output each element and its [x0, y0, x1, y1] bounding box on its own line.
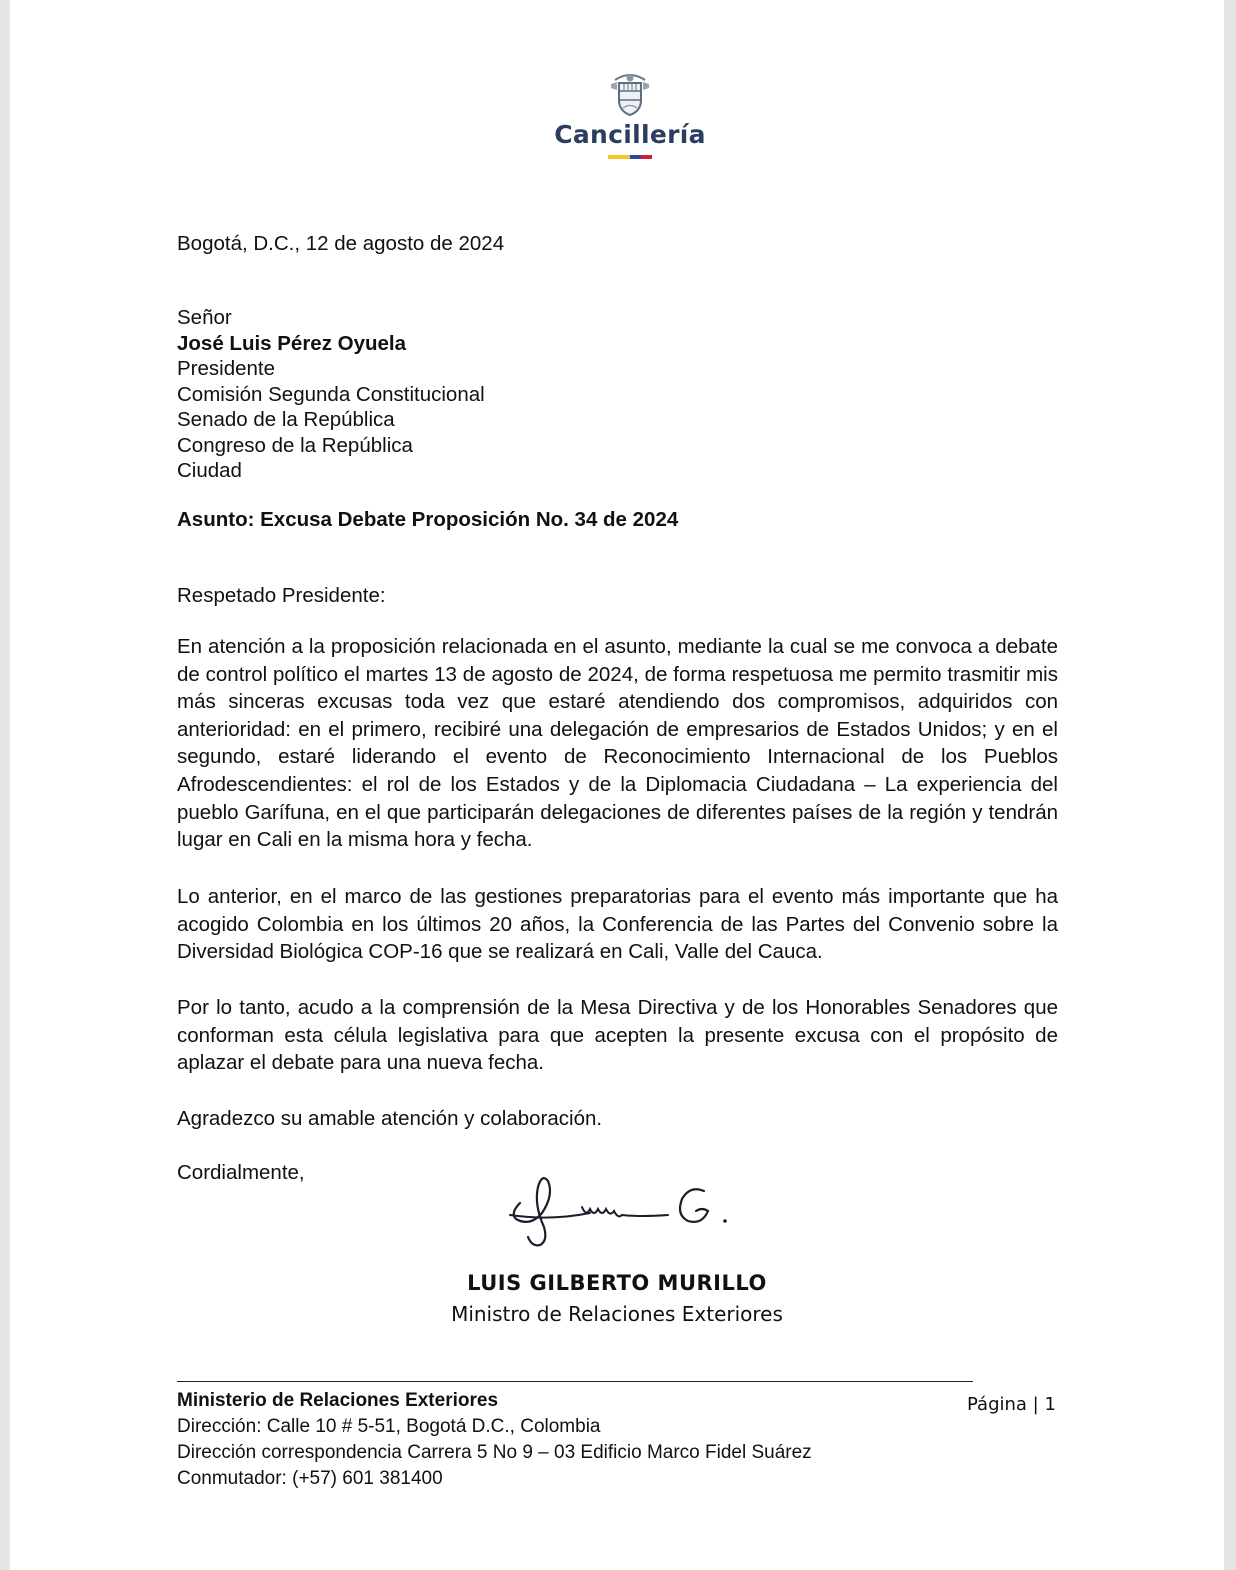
flag-bar [608, 155, 652, 159]
signer-name: LUIS GILBERTO MURILLO [467, 1271, 767, 1295]
footer-block [177, 1388, 812, 1492]
body-paragraph-3: Por lo tanto, acudo a la comprensión de la Mesa Directiva y de los Honorables Senadores que conforman esta célula legislativa para que acepten la presente excusa con el propósito de aplazar el debate para una nueva fecha. [177, 996, 1058, 1075]
recipient-role: Presidente [177, 357, 276, 380]
footer-divider [177, 1381, 973, 1382]
signature [490, 1165, 750, 1255]
coat-of-arms-icon [607, 70, 653, 118]
recipient-senate: Senado de la República [177, 408, 395, 431]
recipient-congress: Congreso de la República [177, 433, 413, 457]
closing: Cordialmente, [177, 1161, 305, 1184]
greeting: Respetado Presidente: [177, 584, 386, 607]
page-number: Página | 1 [967, 1394, 1056, 1415]
recipient-city: Ciudad [177, 459, 242, 482]
recipient-commission: Comisión Segunda Constitucional [177, 382, 485, 406]
recipient-block [177, 305, 485, 484]
brand-name: Cancillería [554, 120, 706, 149]
subject-line: Asunto: Excusa Debate Proposición No. 34 de 2024 [177, 508, 679, 531]
body-paragraph-2: Lo anterior, en el marco de las gestiones preparatorias para el evento más importante que ha acogido Colombia en los últimos 20 años, la Conferencia de las Partes del Convenio sobre la Diversidad Biológica COP-16 que se realizará en Cali, Valle del Cauca. [177, 885, 1058, 964]
recipient-salutation-title: Señor [177, 306, 232, 329]
footer-address: Dirección: Calle 10 # 5-51, Bogotá D.C., Colombia [177, 1416, 601, 1437]
letterhead-logo [540, 70, 720, 159]
letter-page [10, 0, 1224, 1570]
footer-phone: Conmutador: (+57) 601 381400 [177, 1468, 443, 1489]
body-paragraph-4: Agradezco su amable atención y colaboración. [177, 1107, 603, 1130]
signer-title: Ministro de Relaciones Exteriores [451, 1302, 783, 1326]
body-paragraph-1: En atención a la proposición relacionada en el asunto, mediante la cual se me convoca a debate de control político el martes 13 de agosto de 2024, de forma respetuosa me permito trasmitir mis más sinceras excusas toda vez que estaré atendiendo dos compromisos, adquiridos con anterioridad: en el primero, recibiré una delegación de empresarios de Estados Unidos; y en el segundo, estaré liderando el evento de Reconocimiento Internacional de los Pueblos Afrodescendientes: el rol de los Estados y de la Diplomacia Ciudadana – La experiencia del pueblo Garífuna, en el que participarán delegaciones de diferentes países de la región y tendrán lugar en Cali en la misma hora y fecha. [177, 635, 1058, 852]
date-line: Bogotá, D.C., 12 de agosto de 2024 [177, 232, 505, 255]
footer-correspondence: Dirección correspondencia Carrera 5 No 9 – 03 Edificio Marco Fidel Suárez [177, 1442, 812, 1463]
recipient-name: José Luis Pérez Oyuela [177, 331, 407, 355]
footer-org: Ministerio de Relaciones Exteriores [177, 1390, 499, 1411]
